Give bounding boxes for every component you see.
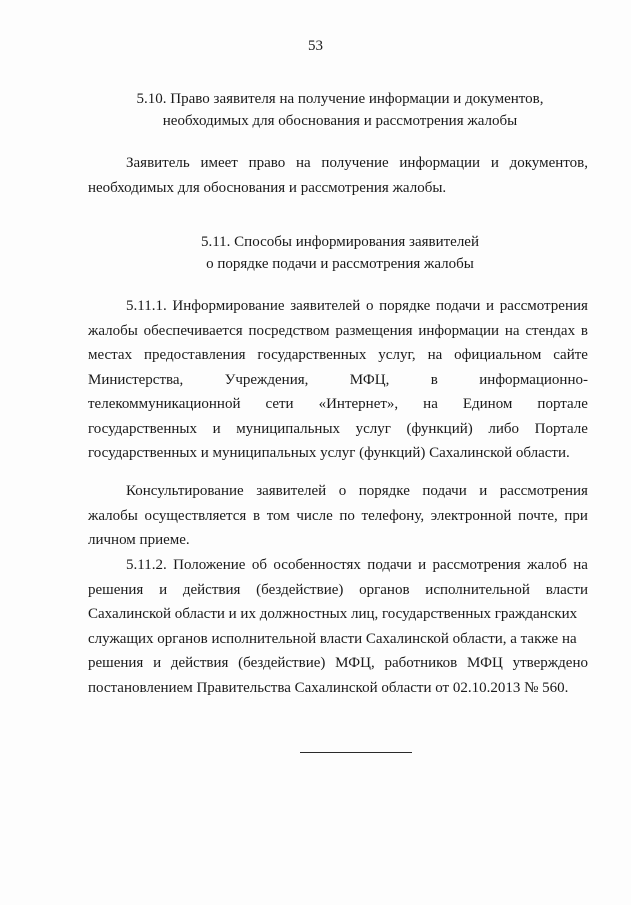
consultation-paragraph	[88, 479, 588, 553]
word: подачи	[422, 483, 467, 499]
word: исполнительной	[425, 581, 530, 598]
word: утверждено	[512, 655, 588, 671]
word: числе	[296, 507, 333, 524]
word: МФЦ	[467, 655, 503, 671]
word: (бездействие)	[238, 655, 326, 671]
word: получение	[321, 155, 389, 171]
word: муниципальных	[236, 420, 341, 437]
word: и	[212, 420, 221, 437]
paragraph-line	[88, 368, 588, 393]
word: решения	[88, 655, 144, 671]
word: государственных	[257, 347, 367, 363]
word: и	[153, 655, 162, 671]
word: информации	[418, 322, 500, 339]
heading-line: о порядке подачи и рассмотрения жалобы	[206, 256, 474, 272]
word: о	[338, 483, 347, 499]
word: информационно-	[479, 371, 588, 388]
word: о	[365, 298, 374, 314]
paragraph-line	[88, 479, 588, 504]
word: в	[252, 507, 261, 524]
section-5-11-2-paragraph	[88, 553, 588, 700]
paragraph-line: служащих органов исполнительной власти Сахалинской области, а также на	[88, 630, 577, 647]
word: и	[418, 557, 427, 573]
word: местах	[88, 347, 133, 363]
word: власти	[545, 581, 588, 598]
paragraph-line: личном приеме.	[88, 532, 190, 548]
word: Учреждения,	[224, 371, 309, 388]
word: имеет	[200, 155, 238, 171]
word: рассмотрения	[499, 483, 588, 499]
word: официальном	[454, 347, 542, 363]
word: в	[580, 322, 588, 339]
word: об	[251, 557, 267, 573]
word: решения	[88, 581, 144, 598]
word: государственных	[88, 420, 197, 437]
word: на	[423, 396, 438, 412]
word: и	[490, 155, 499, 171]
word: либо	[488, 420, 520, 437]
word: заявителей	[256, 483, 327, 499]
word: 5.11.1.	[126, 298, 167, 314]
paragraph-line	[88, 553, 588, 578]
closing-rule	[300, 752, 412, 753]
word: рассмотрения	[499, 298, 588, 314]
word: Положение	[173, 557, 246, 573]
paragraph-line	[88, 319, 588, 344]
paragraph-line	[88, 578, 588, 603]
word: Портале	[534, 420, 588, 437]
word: и	[486, 298, 495, 314]
word: жалоб	[527, 557, 567, 573]
section-5-11-heading	[80, 231, 600, 275]
paragraph-line: государственных и муниципальных услуг (функций) Сахалинской области.	[88, 445, 570, 461]
heading-line: 5.10. Право заявителя на получение информации и документов,	[136, 91, 544, 107]
paragraph-line	[88, 294, 588, 319]
word: «Интернет»,	[318, 396, 399, 412]
word: при	[564, 507, 588, 524]
word: (функций)	[406, 420, 473, 437]
word: Информирование	[172, 298, 285, 314]
word: размещения	[335, 322, 413, 339]
section-5-11-1-paragraph	[88, 294, 588, 466]
word: телефону,	[361, 507, 425, 524]
word: подачи	[435, 298, 481, 314]
word: особенностях	[273, 557, 361, 573]
paragraph-line: Сахалинской области и их должностных лиц, государственных гражданских	[88, 606, 578, 622]
word: на	[504, 322, 520, 339]
word: по	[339, 507, 355, 524]
word: сети	[265, 396, 294, 412]
word: том	[266, 507, 290, 524]
word: стендах	[525, 322, 576, 339]
word: органов	[359, 581, 410, 598]
word: порядке	[358, 483, 410, 499]
paragraph-line	[88, 151, 588, 176]
paragraph-line	[88, 392, 588, 417]
word: Министерства,	[88, 371, 184, 388]
paragraph-line	[88, 343, 588, 368]
word: рассмотрения	[432, 557, 521, 573]
section-5-10-paragraph	[88, 151, 588, 200]
word: в	[430, 371, 438, 388]
word: портале	[537, 396, 588, 412]
word: посредством	[248, 322, 330, 339]
paragraph-line	[88, 504, 588, 529]
heading-line: 5.11. Способы информирования заявителей	[200, 234, 479, 250]
paragraph-line: необходимых для обоснования и рассмотрения жалобы.	[88, 179, 447, 196]
word: МФЦ,	[349, 371, 390, 388]
word: и	[159, 581, 168, 598]
word: Консультирование	[126, 483, 244, 499]
word: осуществляется	[144, 507, 247, 524]
word: документов,	[509, 155, 588, 171]
paragraph-line	[88, 651, 588, 676]
word: подачи	[367, 557, 412, 573]
word: работников	[384, 655, 458, 671]
word: порядке	[379, 298, 431, 314]
word: и	[479, 483, 488, 499]
word: жалобы	[88, 322, 138, 339]
section-5-10-heading	[80, 88, 600, 132]
word: на	[427, 347, 443, 363]
word: электронной	[430, 507, 512, 524]
paragraph-line: постановлением Правительства Сахалинской области от 02.10.2013 № 560.	[88, 679, 569, 696]
word: право	[248, 155, 286, 171]
word: (бездействие)	[256, 581, 344, 598]
word: действия	[170, 655, 229, 671]
word: предоставления	[143, 347, 246, 363]
word: телекоммуникационной	[88, 396, 241, 412]
heading-line: необходимых для обоснования и рассмотрения жалобы	[162, 113, 518, 129]
word: заявителей	[290, 298, 361, 314]
word: жалобы	[88, 507, 138, 524]
page-number: 53	[308, 38, 323, 54]
word: обеспечивается	[143, 322, 243, 339]
word: на	[296, 155, 311, 171]
word: Едином	[462, 396, 513, 412]
word: сайте	[553, 347, 588, 363]
word: услуг	[355, 420, 391, 437]
word: действия	[182, 581, 241, 598]
word: почте,	[518, 507, 558, 524]
paragraph-line	[88, 417, 588, 442]
word: Заявитель	[126, 155, 190, 171]
word: услуг,	[378, 347, 416, 363]
word: МФЦ,	[335, 655, 375, 671]
word: информации	[399, 155, 481, 171]
word: на	[573, 557, 588, 573]
word: 5.11.2.	[126, 557, 167, 573]
